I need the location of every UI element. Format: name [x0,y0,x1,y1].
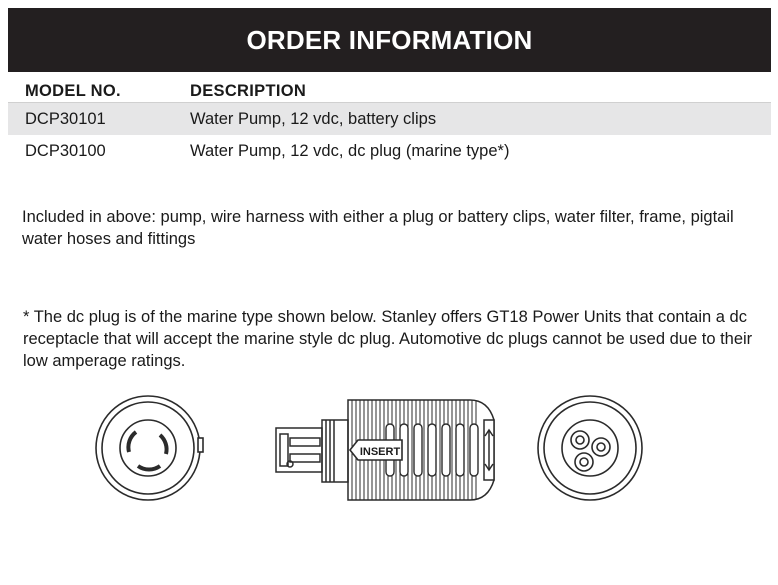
column-header-description: DESCRIPTION [190,82,307,100]
order-table [8,80,771,167]
column-header-model: MODEL NO. [25,82,121,100]
plug-face-drawing [96,396,203,500]
model-description: Water Pump, 12 vdc, dc plug (marine type*) [190,142,510,160]
page-title: ORDER INFORMATION [246,24,533,55]
receptacle-face-drawing [538,396,642,500]
order-information-banner [8,8,771,72]
dc-plug-note: * The dc plug is of the marine type shown below. Stanley offers GT18 Power Units that contain a dc receptacle that will accept the marine style dc plug. Automotive dc plugs cannot be used due to their low amperage ratings. [23,308,753,370]
table-header [8,80,771,102]
table-row [8,102,771,135]
model-number: DCP30100 [25,142,106,160]
model-description: Water Pump, 12 vdc, battery clips [190,110,437,128]
included-items-text: Included in above: pump, wire harness with either a plug or battery clips, water filter, frame, pigtail water hoses and fittings [22,208,734,248]
table-row [8,135,771,167]
marine-plug-drawings [0,380,778,520]
insert-label: INSERT [359,446,401,458]
model-number: DCP30101 [25,110,106,128]
